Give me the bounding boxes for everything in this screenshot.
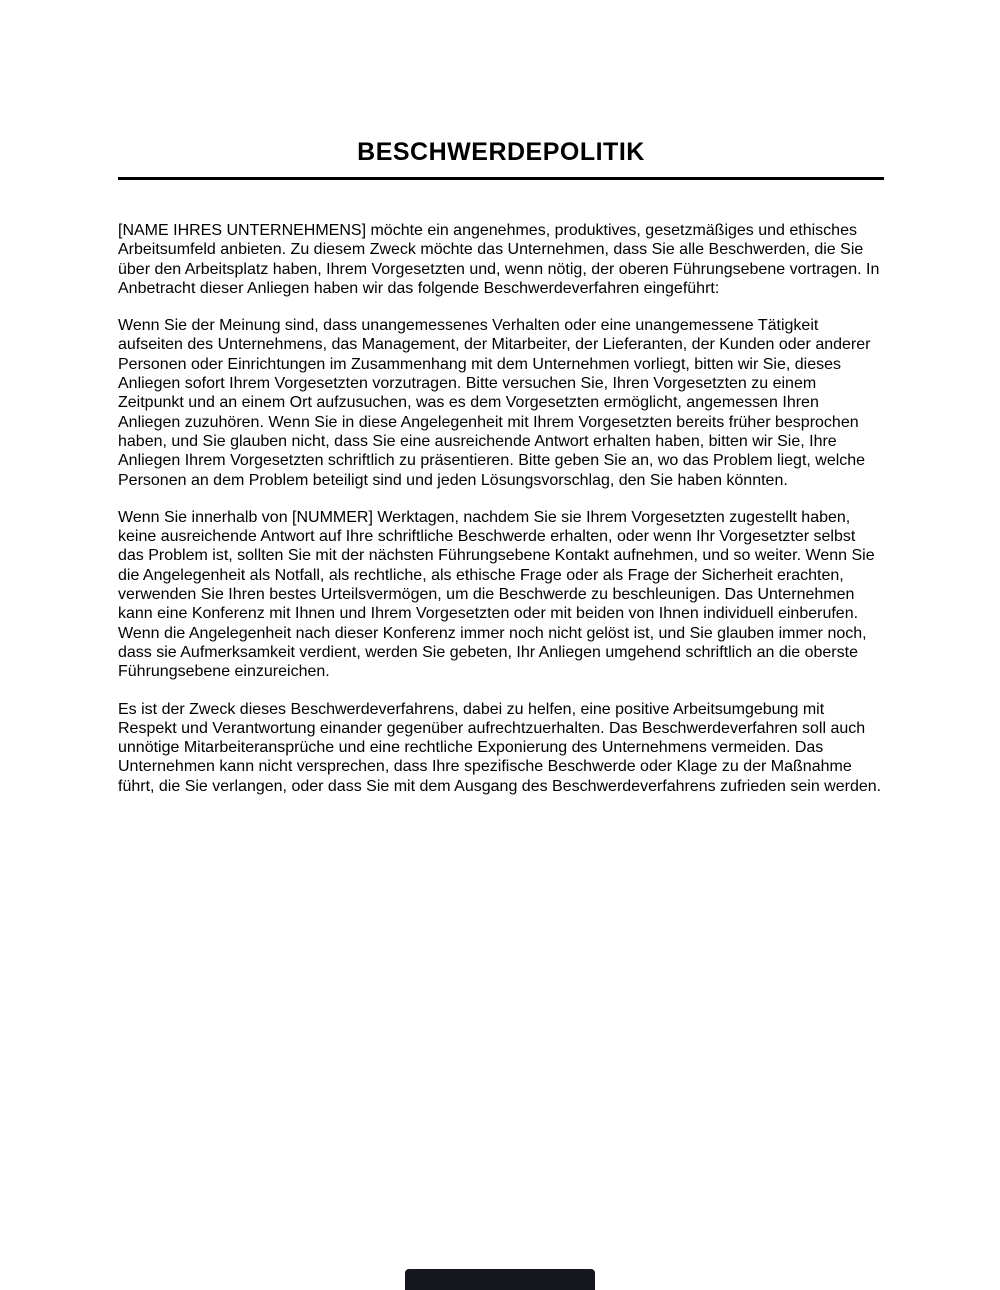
paragraph-procedure-step2: Wenn Sie innerhalb von [NUMMER] Werktagen, nachdem Sie sie Ihrem Vorgesetzten zugestellt haben, keine ausreichende Antwort auf Ihre schriftliche Beschwerde erhalten, oder wenn Ihr Vorgesetzter selbst das Problem ist, sollten Sie mit der nächsten Führungsebene Kontakt aufnehmen, und so weiter. Wenn Sie die Angelegenheit als Notfall, als rechtliche, als ethische Frage oder als Frage der Sicherheit erachten, verwenden Sie Ihren bestes Urteilsvermögen, um die Beschwerde zu beschleunigen. Das Unternehmen kann eine Konferenz mit Ihnen und Ihrem Vorgesetzten oder mit beiden von Ihnen individuell einberufen. Wenn die Angelegenheit nach dieser Konferenz immer noch nicht gelöst ist, und Sie glauben immer noch, dass sie Aufmerksamkeit verdient, werden Sie gebeten, Ihr Anliegen umgehend schriftlich an die oberste Führungsebene einzureichen. [118, 508, 875, 681]
paragraph-purpose: Es ist der Zweck dieses Beschwerdeverfahrens, dabei zu helfen, eine positive Arbeitsumgebung mit Respekt und Verantwortung einander gegenüber aufrechtzuerhalten. Das Beschwerdeverfahren soll auch unnötige Mitarbeiteransprüche und eine rechtliche Exponierung des Unternehmens vermeiden. Das Unternehmen kann nicht versprechen, dass Ihre spezifische Beschwerde oder Klage zu der Maßnahme führt, die Sie verlangen, oder dass Sie mit dem Ausgang des Beschwerdeverfahrens zufrieden sein werden. [118, 700, 882, 795]
paragraph-procedure-step1: Wenn Sie der Meinung sind, dass unangemessenes Verhalten oder eine unangemessene Tätigkeit aufseiten des Unternehmens, das Management, der Mitarbeiter, der Lieferanten, der Kunden oder anderer Personen oder Einrichtungen im Zusammenhang mit dem Unternehmen vorliegt, bitten wir Sie, dieses Anliegen sofort Ihrem Vorgesetzten vorzutragen. Bitte versuchen Sie, Ihren Vorgesetzten zu einem Zeitpunkt und an einem Ort aufzusuchen, was es dem Vorgesetzten ermöglicht, angemessen Ihren Anliegen zuzuhören. Wenn Sie in diese Angelegenheit mit Ihrem Vorgesetzten bereits früher besprochen haben, und Sie glauben nicht, dass Sie eine ausreichende Antwort erhalten haben, bitten wir Sie, Ihre Anliegen Ihrem Vorgesetzten schriftlich zu präsentieren. Bitte geben Sie an, wo das Problem liegt, welche Personen an dem Problem beteiligt sind und jeden Lösungsvorschlag, den Sie haben könnten. [118, 317, 871, 489]
page-title: BESCHWERDEPOLITIK [357, 138, 645, 166]
paragraph-intro: [NAME IHRES UNTERNEHMENS] möchte ein angenehmes, produktives, gesetzmäßiges und ethisches Arbeitsumfeld anbieten. Zu diesem Zweck möchte das Unternehmen, dass Sie alle Beschwerden, die Sie über den Arbeitsplatz haben, Ihrem Vorgesetzten und, wenn nötig, der oberen Führungsebene vortragen. In Anbetracht dieser Anliegen haben wir das folgende Beschwerdeverfahren eingeführt: [118, 222, 880, 297]
title-rule [118, 177, 884, 180]
footer-watermark-logo [405, 1269, 595, 1290]
